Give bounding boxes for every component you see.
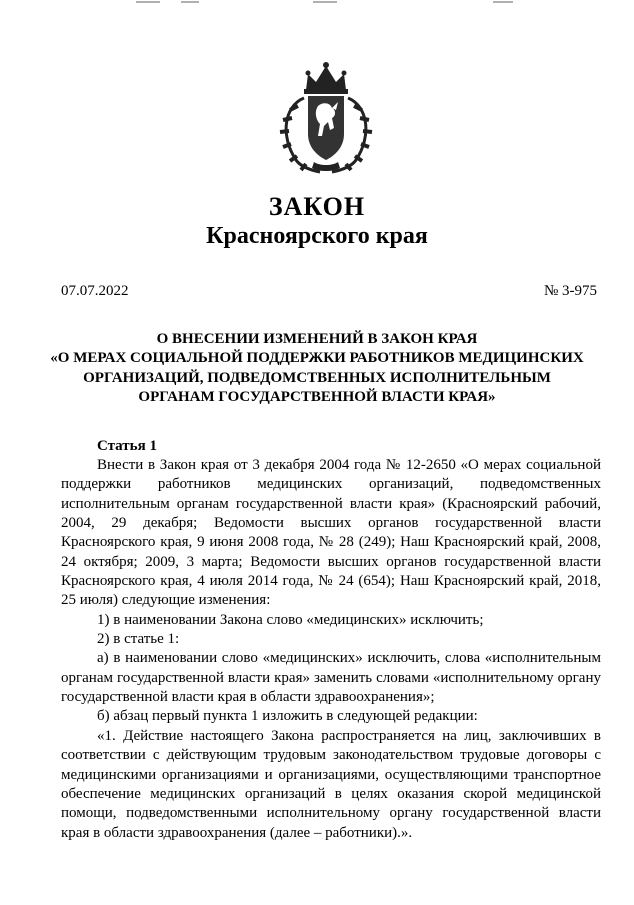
article-title: Статья 1: [97, 438, 157, 454]
document-title: ЗАКОН: [268, 192, 366, 221]
paragraph: 1) в наименовании Закона слово «медицинских» исключить;: [97, 611, 484, 628]
heading-line: ОРГАНАМ ГОСУДАРСТВЕННОЙ ВЛАСТИ КРАЯ»: [138, 389, 496, 406]
paragraph: «1. Действие настоящего Закона распространяется на лиц, заключивших в соответствии с действующим трудовым законодательством трудовые договоры с медицинскими организациями и организациями, осуществляющими транспортное обеспечение медицинских организаций в целях оказания скорой медицинской помощи, подведомственными исполнительному органу государственной власти края в области здравоохранения (далее – работники).».: [61, 727, 601, 841]
scan-marks: [0, 0, 634, 6]
heading-line: ОРГАНИЗАЦИЙ, ПОДВЕДОМСТВЕННЫХ ИСПОЛНИТЕЛЬНЫМ: [83, 369, 551, 386]
coat-of-arms-icon: [276, 56, 376, 174]
paragraph: 2) в статье 1:: [97, 631, 180, 648]
paragraph: б) абзац первый пункта 1 изложить в следующей редакции:: [97, 708, 478, 725]
document-date: 07.07.2022: [61, 283, 129, 299]
paragraph: Внести в Закон края от 3 декабря 2004 года № 12-2650 «О мерах социальной поддержки работников медицинских организаций, подведомственных исполнительным органам государственной власти края» (Красноярский рабочий, 2004, 29 декабря; Ведомости высших органов государственной власти Красноярского края, 9 июня 2008 года, № 28 (249); Наш Красноярский край, 2008, 24 октября; 2009, 3 марта; Ведомости высших органов государственной власти Красноярского края, 4 июля 2014 года, № 24 (654); Наш Красноярский край, 2018, 25 июля) следующие изменения:: [61, 457, 601, 609]
heading-line: О ВНЕСЕНИИ ИЗМЕНЕНИЙ В ЗАКОН КРАЯ: [156, 331, 478, 347]
heading-line: «О МЕРАХ СОЦИАЛЬНОЙ ПОДДЕРЖКИ РАБОТНИКОВ МЕДИЦИНСКИХ: [50, 350, 584, 367]
document-number: № 3-975: [544, 283, 598, 299]
article-body: [61, 456, 601, 843]
paragraph: а) в наименовании слово «медицинских» исключить, слова «исполнительным органам государственной власти края» заменить словами «исполнительному органу государственной власти края в области здравоохранения»;: [61, 650, 601, 706]
document-subtitle: Красноярского края: [206, 223, 428, 249]
law-heading: [30, 330, 604, 408]
